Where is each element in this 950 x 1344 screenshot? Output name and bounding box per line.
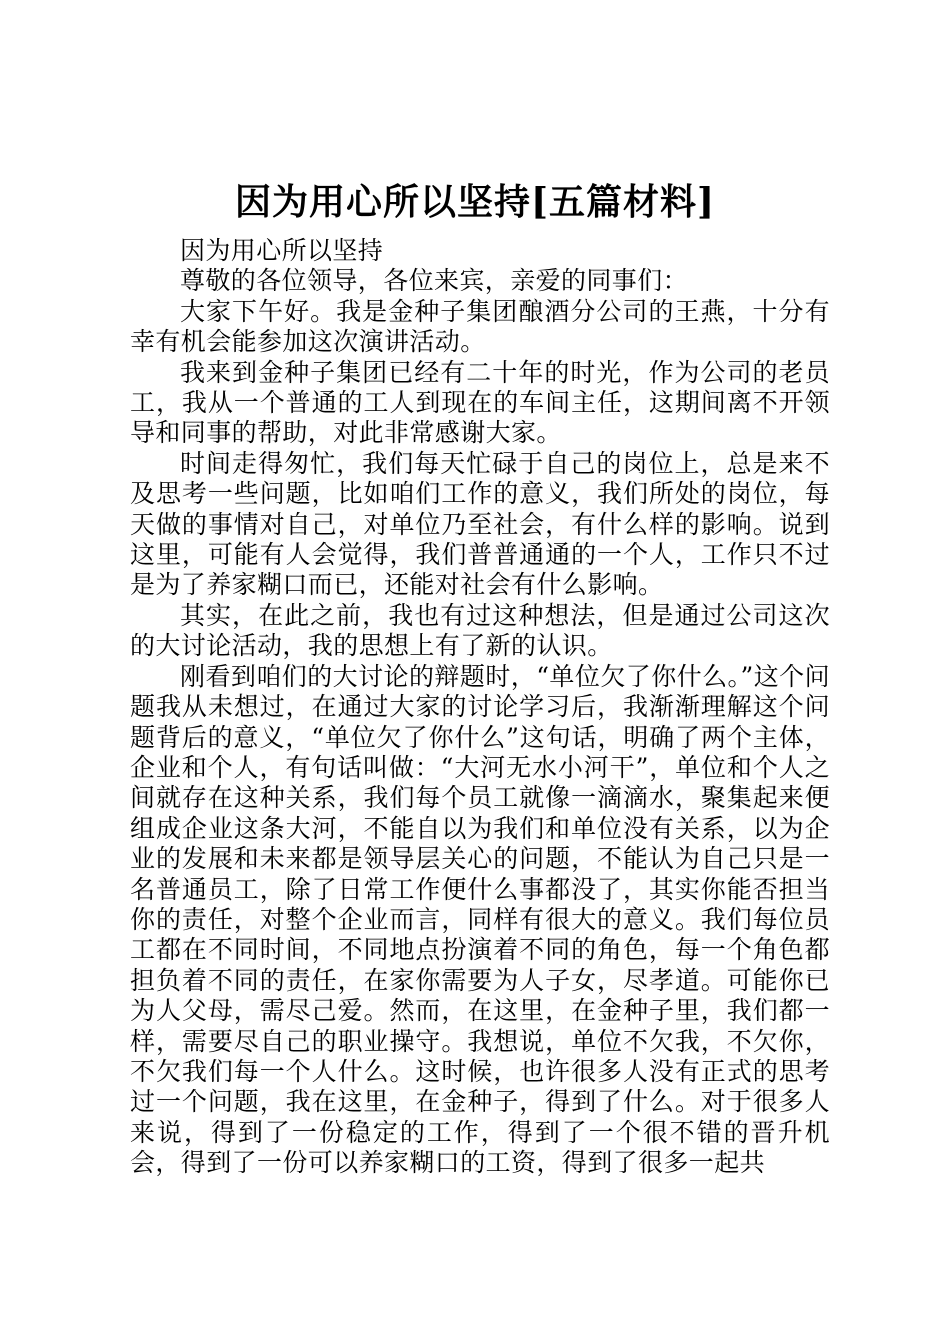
paragraph-greeting: 大家下午好。我是金种子集团酿酒分公司的王燕，十分有幸有机会能参加这次演讲活动。 [130, 296, 830, 357]
paragraph-reflection: 时间走得匆忙，我们每天忙碌于自己的岗位上，总是来不及思考一些问题，比如咱们工作的意义，我们所处的岗位，每天做的事情对自己，对单位乃至社会，有什么样的影响。说到这里，可能有人会觉得，我们普普通通的一个人，工作只不过是为了养家糊口而已，还能对社会有什么影响。 [130, 448, 830, 600]
paragraph-new-understanding: 其实，在此之前，我也有过这种想法，但是通过公司这次的大讨论活动，我的思想上有了新的认识。 [130, 600, 830, 661]
paragraph-subtitle: 因为用心所以坚持 [180, 236, 384, 265]
paragraph-salutation: 尊敬的各位领导，各位来宾，亲爱的同事们： [180, 266, 689, 296]
paragraph-main-argument: 刚看到咱们的大讨论的辩题时，“单位欠了你什么。”这个问题我从未想过，在通过大家的讨论学习后，我渐渐理解这个问题背后的意义，“单位欠了你什么”这句话，明确了两个主体，企业和个人，有句话叫做：“大河无水小河干”，单位和个人之间就存在这种关系，我们每个员工就像一滴滴水，聚集起来便组成企业这条大河，不能自以为我们和单位没有关系，以为企业的发展和未来都是领导层关心的问题，不能认为自己只是一名普通员工，除了日常工作便什么事都没了，其实你能否担当你的责任，对整个企业而言，同样有很大的意义。我们每位员工都在不同时间，不同地点扮演着不同的角色，每一个角色都担负着不同的责任，在家你需要为人子女，尽孝道。可能你已为人父母，需尽己爱。然而，在这里，在金种子里，我们都一样，需要尽自己的职业操守。我想说，单位不欠我，不欠你，不欠我们每一个人什么。这时候，也许很多人没有正式的思考过一个问题，我在这里，在金种子，得到了什么。对于很多人来说，得到了一份稳定的工作，得到了一个很不错的晋升机会，得到了一份可以养家糊口的工资，得到了很多一起共 [130, 661, 830, 1178]
paragraph-background: 我来到金种子集团已经有二十年的时光，作为公司的老员工，我从一个普通的工人到现在的车间主任，这期间离不开领导和同事的帮助，对此非常感谢大家。 [130, 357, 830, 448]
document-body [130, 236, 830, 1179]
document-title: 因为用心所以坚持[五篇材料] [234, 181, 716, 223]
